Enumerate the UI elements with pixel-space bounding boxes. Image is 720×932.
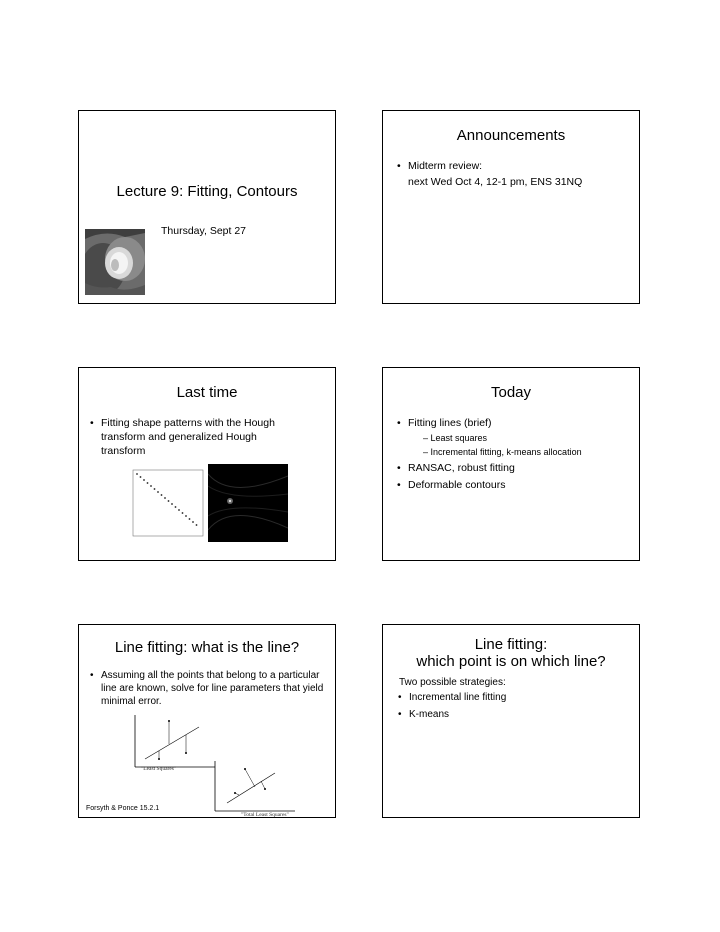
slide-title: Today: [490, 384, 532, 401]
bullet-item: • Incremental line fitting: [398, 692, 507, 703]
bullet-continuation: minimal error.: [101, 696, 162, 707]
slide-today: [382, 367, 640, 561]
bullet-continuation: transform and generalized Hough: [101, 431, 257, 443]
bullet-item: • K-means: [398, 709, 450, 720]
total-least-squares-diagram: [209, 759, 297, 813]
points-plot-image: [127, 464, 207, 542]
sub-bullet: – Incremental fitting, k-means allocation: [423, 447, 582, 457]
slide-title: Last time: [176, 384, 238, 401]
least-squares-diagram: [129, 713, 217, 773]
heart-mri-image: [85, 229, 145, 295]
intro-text: Two possible strategies:: [399, 677, 506, 688]
total-least-squares-label: "Total Least Squares": [241, 812, 289, 818]
slide-title: [78, 110, 336, 304]
bullet-item: • Deformable contours: [397, 479, 506, 491]
bullet-item: • Midterm review:: [397, 160, 483, 172]
bullet-item: • Assuming all the points that belong to a particular: [90, 670, 320, 681]
slide-title-line1: Line fitting:: [474, 636, 548, 653]
bullet-continuation: transform: [101, 445, 146, 457]
lecture-title: Lecture 9: Fitting, Contours: [116, 183, 298, 200]
least-squares-label: "Least Squares": [141, 766, 177, 772]
slide-announcements: [382, 110, 640, 304]
bullet-item: • RANSAC, robust fitting: [397, 462, 515, 474]
slide-title: Announcements: [456, 127, 566, 144]
hough-accumulator-image: [208, 464, 288, 542]
bullet-item: • Fitting lines (brief): [397, 417, 492, 429]
lecture-date: Thursday, Sept 27: [161, 225, 247, 237]
sub-bullet: – Least squares: [423, 433, 488, 443]
slide-line-fitting: [78, 624, 336, 818]
slide-title: Line fitting: what is the line?: [114, 639, 300, 656]
bullet-item: • Fitting shape patterns with the Hough: [90, 417, 275, 429]
slide-which-point: [382, 624, 640, 818]
slide-last-time: [78, 367, 336, 561]
slide-title-line2: which point is on which line?: [416, 653, 606, 670]
bullet-continuation: next Wed Oct 4, 12-1 pm, ENS 31NQ: [408, 176, 583, 188]
citation: Forsyth & Ponce 15.2.1: [86, 805, 160, 812]
bullet-continuation: line are known, solve for line parameters that yield: [101, 683, 324, 694]
